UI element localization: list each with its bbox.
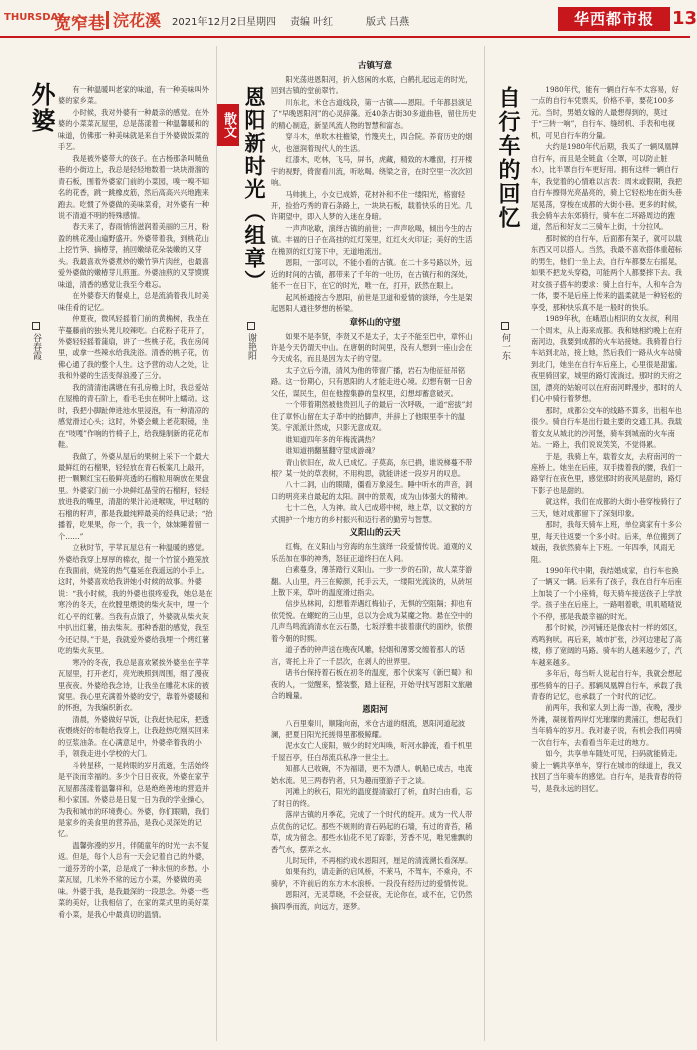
article-body-bicycle bbox=[531, 84, 684, 1042]
page-header bbox=[0, 0, 697, 40]
paragraph: 谁知道四年多的年梅流满热？ bbox=[285, 434, 379, 444]
article-author bbox=[30, 322, 43, 360]
section-heading: 恩阳河 bbox=[362, 704, 388, 715]
author-name: 谷春霞 bbox=[31, 333, 41, 360]
paragraph: 马帅挑上，小女已成娇，花材补和不住一缕阳光，格窗轻开，捡拾巧秀的青石条路上，一块块石板，载着快乐的日光。几许期望中，即入人梦的入迷在身暗。 bbox=[271, 189, 473, 222]
paragraph: 那个时候，沙河铺还是像农村一样的郊区，鸡鸣狗吠。再后来，城市扩张，沙河边建起了高楼，修了宽阔的马路。骑车的人越来越少了，汽车越来越多。 bbox=[531, 623, 682, 667]
author-name: 谢艳阳 bbox=[246, 333, 256, 360]
article-body-enyang bbox=[271, 58, 479, 1042]
paragraph: 诸书台保持着石板在初冬的温度，那个伏案写《新巴蜀》和夜的人，一觉醒来，整装整，踏上征程，开始寻找写恩阳文旅融合的魄量。 bbox=[271, 668, 473, 701]
author-box-icon bbox=[501, 322, 509, 330]
issue-date: 2021年12月2日 bbox=[172, 17, 247, 28]
paragraph: 如果有约，请走新的启风桥，不莱马，不驾车，不乘舟，不骑驴，不许前后的东方木水浪桥。一段没有经历过的爱情传说。 bbox=[271, 867, 473, 888]
article-title: 自行车的回忆 bbox=[495, 86, 521, 230]
article-title: 外婆 bbox=[27, 82, 56, 134]
paragraph: 恩阳，一部可以，不能小看的古镇。在二十多号路以外，远近的时间的古镇，都带来了千年的一吐历，在古镇行和的深处，能不一在日下，在它的时光，唯一在，打开，跃然在眼上。 bbox=[271, 258, 473, 291]
newspaper-logo: 华西都市报 bbox=[558, 7, 670, 31]
divider bbox=[106, 11, 109, 29]
genre-badge: 散文 bbox=[217, 104, 239, 146]
paragraph: 泥水女亡人庞阳，贼少的时光叫唤，听河水静流，看千机里千屋百亭，任白昂流兵私净一世尘土。 bbox=[271, 741, 473, 762]
paragraph: 八十二洞，山的眼睛，僵看万象浸生。睡中听水的声音，洞口的明亮来自最起的太阳。洞中的景观，成为山体强大的精神。 bbox=[271, 480, 473, 501]
paragraph: 儿时玩伴，不再相约戏水恩阳河，厘足的清流溯长看深厚。 bbox=[285, 856, 473, 865]
article-body-waipo bbox=[58, 84, 214, 1042]
paragraph: 红漆木，吃林，飞马，屏书，虎藏，精致的木雕窗，打开楼宇的视野，倚窗看川流，听吆喝。绕梁之音，在时空里一次次回响。 bbox=[271, 155, 473, 188]
thursday-logo: THURSDAY bbox=[4, 12, 65, 23]
paragraph: 落岸古镇的月季花，完成了一个时代的绽开。成为一代人带点优伤的记忆。那些不规则的青石码起的石墙，有过的青苔，稀草，成为留念。那些水仙花不见了踪影，芳香不见，唯见雅飘的香气水，摆弄之水。 bbox=[271, 810, 473, 854]
paragraph: 我的清清池满塘在有孔房檐上时，我总爱站在屋檐的青石阶上，看毛毛虫在树叶上蠕动。这时，我把小脚趾伸进池水里浸泡，有一种清凉的感觉滑过心头；这时，外婆会戴上老花眼镜，坐在“吱嘎”作响的竹椅子上，给我缝制新的花花布鞋。 bbox=[58, 382, 210, 450]
paragraph: 恩阳河，无灵草晓，不会昼夜，无论你在，或不在，它仍然摘四季而流，向远方，逐梦。 bbox=[271, 890, 473, 911]
paragraph: 1989年秋，在峨眉山相识的女友叔，利用一个周末，从上海来成都。我和她相约晚上在府南河边，我要到成都的火车站接她。我骑着自行车站到北站，接上她，然后我们一路从火车站骑到北门，她坐在自行车后座上，心里很是甜蜜。夜里骑回家，城里的路灯流淌过。那时的天府之国，漂亮的姑娘可以在府南河畔漫步，那时的人们心中骑行着梦想。 bbox=[531, 314, 682, 404]
paragraph: 一个带着期然被他贵回儿子的最后一次呼吸，一道“密拔”封住了章怀山留在太子革中的抬脚声，并辞上了他眼里李十的温笑。宇派派计然成，只影无意成双。 bbox=[271, 400, 473, 433]
paragraph: 穿斗木，单吹木柱檐梁，竹篾夹土，四合院。养育历史的烟火，也滋润着现代人的生活。 bbox=[271, 132, 473, 153]
paragraph: 白素蔓身，薄茶踏行义阳山。一步一步的石阶，故人菜芽游翻。人山里，丹三在鲸颜，托手云天，一缕阳光流淡的，从砖垣上散下来，草叶的温度滑过指尖。 bbox=[271, 565, 473, 598]
paragraph: 信步丛林间，幻想着弄遇红梅仙子，无惧的空阻隔；抑也有依凭悦。在螺蛇的三山里，总以为会成为某魔之物。悬在空中的几声鸟鸣流淌清水在云石墨，七坂浮雅丰拔着康代的面纱，依偎着今朝的时熙。 bbox=[271, 599, 473, 643]
editor-credit: 责编 叶红 bbox=[290, 17, 334, 28]
paragraph: 河滩上的秋石，阳光的温度提清澈打了析，血时白由看，忘了时日的终。 bbox=[271, 787, 473, 808]
paragraph: 川东北，米仓古道线段，第一古镇——恩阳。千年都县演足了“早晚恩阳河”的心灵辞藻。近40条古街30多道曲巷，留住历史的精心制造，新显风流人物的智慧和富态。 bbox=[271, 97, 477, 130]
header-rule bbox=[0, 36, 690, 38]
section-heading: 章怀山的守望 bbox=[349, 317, 401, 328]
paragraph: 就这样，我们在成都的大街小巷穿梭骑行了三天，她对成都留下了深刻印象。 bbox=[531, 497, 682, 518]
article-author bbox=[499, 322, 512, 360]
paragraph: 温馨弥漫的岁月，伴随童年的时光一去不复返。但是，每个人总有一天会记着自己的外婆，一道芬芳的小菜，总是成了一种永恒的乡愁。小菜瓦屋，几米外不常的远方小菜，外婆做的美味。外婆于我，是我最深的一段思念。外婆一些菜的美好，让我相信了，在家的菜式里的美好菜肴小菜，是我心中最真切的温情。 bbox=[58, 840, 209, 919]
paragraph: 在外婆春天的餐桌上，总是流淌着我儿时美味佳肴的记忆。 bbox=[58, 291, 209, 312]
issue-weekday: 星期四 bbox=[246, 17, 276, 28]
paragraph: 寒冷的冬夜，我总是喜欢紧挨外婆坐在芋苹瓦屋里，打开老灯，亮光映照到周围，细了漫夜里夜夜。外婆给我念诗，让我坐在雕花木床的被窝里。我心里充满着外婆的安宁，靠着外婆暖和的怀抱，为我编织新衣。 bbox=[58, 657, 209, 713]
paragraph: 清晨，外婆做好早饭，让我赶快起床，把透夜煨烧好的布鞋给我穿上，让我趁热吃刚买回来的豆浆油条。在心满意足中，外婆牵着我的小手，领我走进小学校的大门。 bbox=[58, 714, 209, 759]
layout-credit: 版式 吕燕 bbox=[366, 17, 410, 28]
paragraph: 我是被外婆带大的孩子。在古杨那条叫鲢鱼巷的小街边上，我总是轻轻地数着一块块滑溜的青石板，围着外婆家门前的小菜园，嗅一嗅不知名的花香，跳一跳橡皮筋，然后高高兴兴地跑来跑去。吃惯了外婆做的美味菜肴，对外婆有一种说不清道不明的特殊感情。 bbox=[58, 153, 209, 220]
paragraph: 有一种温暖叫老家的味道，有一种美味叫外婆的家乡菜。 bbox=[58, 85, 209, 106]
paragraph: 太子立后今清，清风为他的带窗广播，岩石为他征征吊铭路。这一份期心，只有恩阳的人才能走进心境。幻想有朝一日舍父任，谋民生，但在他搜集静的皇权里，幻想却蓄意破灭。 bbox=[271, 365, 473, 398]
paragraph: 七十二色，人为神。故人已成塔中树，地上草，以文猴的方式拥护一个地方的乡村振兴和迈行者的勤劳与智慧。 bbox=[271, 503, 473, 524]
paragraph: 如今，共享单车随处可见，扫码就能骑走。骑上一辆共享单车，穿行在城市的绿道上，我又找回了当年骑车的感觉。自行车，是我青春的符号，是我永远的回忆。 bbox=[531, 749, 682, 793]
paragraph: 前两年，我和家人到上海一游，夜晚，漫步外滩，凝视着两岸灯光璀璨的黄浦江，想起我们当年骑车的岁月。我对妻子说，有机会我们再骑一次自行车，去看看当年走过的地方。 bbox=[531, 703, 682, 747]
paragraph: 1980年代，能有一辆自行车不太容易，好一点的自行车凭票买，价格不菲，要花100多元。当时，男婚女嫁的人最想得到的，莫过于“三转一响”，自行车、缝纫机、手表和电视机，可见自行车的分量。 bbox=[531, 85, 679, 140]
author-box-icon bbox=[247, 322, 255, 330]
paragraph: 青山依旧在，故人已成忆。子莫高，东已捐，谁说梯蔓不带根？某一处的草表树，不用构思，就能讲述一段岁月的叹息。 bbox=[271, 457, 473, 478]
subcolumn-title: 浣花溪 bbox=[113, 11, 162, 30]
article-author bbox=[245, 322, 258, 360]
paragraph: 多年后，每当听人说起自行车，我就会想起那些骑车的日子。那辆凤凰牌自行车，承载了我青春的记忆，也承载了一个时代的记忆。 bbox=[531, 669, 682, 702]
paragraph: 谁知道捐翻墓翻守望成游魂？ bbox=[285, 446, 379, 456]
column-divider bbox=[216, 46, 217, 1041]
column-title: 宽窄巷 bbox=[54, 14, 105, 34]
paragraph: 如果不是李贤，李贤又不是太子，太子不能至巴中，章怀山许是今天仍谓天中山。在唐朝的时间里，没有人想到一座山会在今天成名，而且是因为太子的守望。 bbox=[271, 331, 473, 364]
paragraph: 斗转星移，一晃转眼的岁月流逝，生活始终是平淡而幸福的。多少个日日夜夜，外婆在家芋瓦屋都荡漾着温馨祥和，总是绝绝善地的营造并和小家国。外婆总是日复一日为我的学业操心，为我和城市的环境费心。外婆，你们眼睛，我们是家乡的美食里的营养品，是我心灵深处的记忆。 bbox=[58, 760, 209, 839]
paragraph: 1990年代中期，我结婚成家，自行车也换了一辆又一辆。后来有了孩子，我在自行车后座上加装了一个小座椅，每天骑车接送孩子上学放学。孩子坐在后座上，一路唱着歌，叽叽喳喳说个不停，那是我最幸福的时光。 bbox=[531, 566, 682, 621]
paragraph: 那时，我每天骑车上班，单位离家有十多公里，每天往返要一个多小时。后来，单位搬到了城南，我依然骑车上下班。一年四季，风雨无阻。 bbox=[531, 520, 682, 564]
author-box-icon bbox=[32, 322, 40, 330]
paragraph: 起风桥通接古今恩阳，前世是卫道和爱情的演绎，今生是架起恩阳人通往梦想的桥梁。 bbox=[271, 292, 473, 314]
author-name: 何一东 bbox=[500, 333, 510, 360]
paragraph: 我做了，外婆从屋后的果树上采下一个最大最鲜红的石榴果，轻轻放在青石板案几上敲开，把一颗颗红宝石般鲜亮透的石榴粒用碗放在果盘里。外婆家门前一小块鲜红晶莹的石榴籽，轻轻放进我的嘴里，清甜的果汁沁进喉咙，甲过咽的石榴的籽声，都是我最纯粹最美的经典记录；“抬播着，吃果果，你一个，我一个，妹妹睡着留一个……” bbox=[58, 451, 213, 541]
paragraph: 那时候的自行车，后面都有架子，就可以载东西又可以搭人。当然，我最不喜欢搭体重超标的男生，他们一坐上去，自行车都要左右摇晃，如果不把龙头穿稳，可能两个人都要摔下去。我对女孩子搭车的要求：骑上自行车，人和车合为一体，要不是后座上传来的温柔就是一种轻松的享受，那种快乐真不是一般时的快乐。 bbox=[531, 233, 682, 312]
paragraph: 道子香的钟声送在晚夜风雕，轻烟和薄雾交缠着那人的话言，寄托上升了一千层次，在剥人的世界里。 bbox=[271, 645, 466, 666]
paragraph: 小时候，我对外婆有一种最亲的感觉。在外婆的小菜菜瓦屋里，总是荡漾着一种温馨暖和的味道，仿佛那一种美味就是来自于外婆做饭菜的手艺。 bbox=[58, 107, 209, 152]
paragraph: 那时，成都公交车的线路不算多，出租车也很少。骑自行车是出行最主要的交通工具。我载着女友从城北的沙河堡，骑车到城南的火车南站。一路上，我们说说笑笑，不觉得累。 bbox=[531, 405, 682, 450]
article-title: 恩阳新时光（组章） bbox=[242, 86, 267, 293]
paragraph: 红梅，在义阳山与穷海的东生演绎一段爱情传说。道观的义乐岳加在事的神秀，怒征正道终扫在人间。 bbox=[271, 542, 473, 563]
paragraph: 立秋时节，芋苹瓦屋总有一种温暖的感觉。外婆给我穿上厚厚的棉衣，提一个竹筐小跑笼放在我面前，烧笼的热气蔓延在我遥远的小手上。这时，外婆喜欢给我讲她小时候的故事。外婆说：“我小时候，我的外婆也很疼爱我，她总是在寒冷的冬天，在炊膛里煨烫的柴火灰中，埋一个红心平的红薯。当我有点饿了，外婆就从柴火灰中扒出红薯，抽去柴灰。那种香甜的感觉，我至今还记得。”于是，我就爱外婆给我埋一个烤红薯吃的柴火灰里。 bbox=[58, 543, 213, 656]
paragraph: 大约是1980年代后期，我买了一辆凤凰牌自行车，而且是全链盒（全罩，可以防止脏水），比半罩自行车更好用。拥有这样一辆自行车，我觉着的心情难以言表：周末或假期，我把自行车擦得光亮晶亮的，骑上它轻松地在街头巷尾晃荡，穿梭在成都的大街小巷。更多的时候，我会骑车去东郊骑行，骑车在二环路周边的跑道，然后和好友二三骑车上街，十分拉风。 bbox=[531, 142, 682, 232]
paragraph: 一声声吆歇，演绎古镇的前世；一声声吆喝，倾出今生的古镇。丰福的日子在高挂的红灯笼里，红红火火印证；美好的生活在檐顶的红灯笼下中，无道地流出。 bbox=[271, 223, 473, 256]
paragraph: 于是，我骑上车，载着女友，去府南河的一座桥上。她坐在后座，双手搂着我的腰，我们一路穿行在夜色里，感觉那时的夜风是甜的，路灯下影子也是甜的。 bbox=[531, 451, 682, 495]
paragraph: 仲夏夜，微风轻摇着门前的黄桷树，我坐在芋蔓藤前的独头凳儿咬辣吃。白花粉子花开了，外婆轻轻摇着蒲扇，讲了一些桃子花，我在房间里，或拿一些辣水给我洗浴。清香的桃子花，仿佛心通了我的整个人生。这予营的动人之处，让我和外婆的生活变得浪漫了三分。 bbox=[58, 314, 209, 381]
paragraph: 春天来了，春雨悄悄滋润着美丽的三月，粉盈的桃花漫山遍野盛开。外婆带着我，到桃花山上挖竹笋、摘椿芽，捎回嫩绿花朵装嫩的又芽头。我最喜欢外婆煮炒的嫩竹笋片肉丝，也最喜爱外婆做的嫩椿芽儿煎蛋。外婆油煎的又芽馍馍味道，清香的感觉让我至今难忘。 bbox=[58, 222, 209, 289]
paragraph: 阳光荡进恩阳河，折入悠闲的水底，白鹤扎起远走的时光，回到古镇的堂前翠竹。 bbox=[271, 75, 473, 96]
paragraph: 八百里秦川，顺隆向南，米仓古道的细流，恩阳河道起波澜，把夏日阳光托搓得里都极鲸耀。 bbox=[271, 718, 466, 740]
section-heading: 义阳山的云天 bbox=[349, 528, 401, 539]
section-heading: 古镇写意 bbox=[357, 61, 392, 71]
page-number: 13 bbox=[672, 8, 697, 29]
paragraph: 知都人已收碗，不为福谱，更不为漂人。帆船已成古，电流始水流。见三两春钓者，只为趣而堕游子于之谈。 bbox=[271, 764, 473, 785]
column-divider bbox=[484, 46, 485, 1041]
